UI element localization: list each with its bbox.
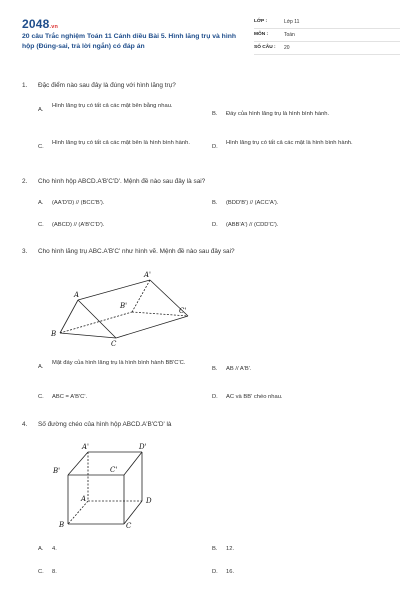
vertex-label-c: C <box>111 340 117 348</box>
question-text: Cho hình hộp ABCD.A'B'C'D'. Mệnh đề nào sau đây là sai? <box>38 178 206 185</box>
site-logo[interactable]: 2048.vn <box>22 17 59 31</box>
edge-ab <box>68 501 88 524</box>
vertex-label-c1: C' <box>179 307 187 315</box>
option-text: (BDD'B') // (ACC'A'). <box>226 200 279 206</box>
edge-ab <box>60 300 78 333</box>
question-text: Đặc điểm nào sau đây là đúng với hình lăng trụ? <box>38 82 176 89</box>
option-text: Đáy của hình lăng trụ là hình bình hành. <box>226 111 330 117</box>
option-letter: D. <box>212 394 218 400</box>
option-text: AC và BB' chéo nhau. <box>226 394 283 400</box>
option-letter: B. <box>212 546 218 552</box>
document-title: 20 câu Trắc nghiệm Toán 11 Cánh diều Bài 5. Hình lăng trụ và hình hộp (Đúng-sai, trả lời ngắn) có đáp án <box>22 33 237 50</box>
meta-row-count <box>254 42 400 55</box>
box-figure <box>46 440 166 534</box>
vertex-label-a: A <box>81 495 87 503</box>
vertex-label-a: A <box>74 291 80 299</box>
edge-d1c1 <box>124 452 142 475</box>
option-text: 4. <box>52 546 57 552</box>
option-letter: B. <box>212 200 218 206</box>
option-text: (ABCD) // (A'B'C'D'). <box>52 222 105 228</box>
meta-label: LỚP : <box>254 19 268 24</box>
option-text: (AA'D'D) // (BCC'B'). <box>52 200 105 206</box>
vertex-label-b: B <box>51 330 57 338</box>
option-text: 8. <box>52 569 57 575</box>
site-logo-tld: .vn <box>49 24 59 30</box>
question-number: 4. <box>22 421 28 428</box>
edge-cc1 <box>116 316 188 338</box>
meta-value: Toán <box>284 32 295 38</box>
option-text: 12. <box>226 546 235 552</box>
question-text: Số đường chéo của hình hộp ABCD.A'B'C'D' là <box>38 421 172 428</box>
option-text: AB // A'B'. <box>226 366 252 372</box>
meta-label: SỐ CÂU : <box>254 45 276 50</box>
question-text: Cho hình lăng trụ ABC.A'B'C' như hình vẽ. Mệnh đề nào sau đây sai? <box>38 248 235 255</box>
option-text: (ABB'A') // (CDD'C'). <box>226 222 279 228</box>
option-text: 16. <box>226 569 235 575</box>
option-letter: A. <box>38 107 44 113</box>
option-letter: D. <box>212 222 218 228</box>
vertex-label-d1: D' <box>139 443 147 451</box>
option-letter: C. <box>38 569 44 575</box>
meta-row-subject <box>254 29 400 42</box>
option-letter: D. <box>212 144 218 150</box>
vertex-label-d: D <box>146 497 152 505</box>
edge-aa1 <box>78 280 150 300</box>
edge-bb1 <box>60 312 132 333</box>
vertex-label-b1: B' <box>53 467 61 475</box>
edge-b1a1 <box>68 452 88 475</box>
question-number: 3. <box>22 248 28 255</box>
page-header <box>22 16 382 60</box>
option-letter: A. <box>38 200 44 206</box>
meta-row-grade <box>254 16 400 29</box>
question-number: 1. <box>22 82 28 89</box>
vertex-label-b: B <box>59 521 65 529</box>
edge-a1b1 <box>132 280 150 312</box>
option-letter: C. <box>38 394 44 400</box>
option-text: Hình lăng trụ có tất cả các mặt bên bằng nhau. <box>52 103 173 109</box>
vertex-label-c: C <box>126 522 132 530</box>
option-letter: A. <box>38 364 44 370</box>
edge-ca <box>78 300 116 338</box>
document-meta <box>254 16 400 55</box>
option-letter: B. <box>212 366 218 372</box>
option-letter: C. <box>38 222 44 228</box>
option-letter: A. <box>38 546 44 552</box>
option-text: Hình lăng trụ có tất cả các mặt bên là hình bình hành. <box>52 140 190 146</box>
option-text: ABC = A'B'C'. <box>52 394 88 400</box>
option-letter: B. <box>212 111 218 117</box>
meta-value: 20 <box>284 45 290 51</box>
option-letter: D. <box>212 569 218 575</box>
edge-bc <box>60 333 116 338</box>
question-number: 2. <box>22 178 28 185</box>
meta-value: Lớp 11 <box>284 19 300 25</box>
option-letter: C. <box>38 144 44 150</box>
vertex-label-c1: C' <box>110 466 118 474</box>
edge-cd <box>124 501 142 524</box>
vertex-label-b1: B' <box>120 302 128 310</box>
option-text: Mặt đáy của hình lăng trụ là hình bình hành BB'C'C. <box>52 360 186 366</box>
vertex-label-a1: A' <box>144 271 151 279</box>
option-text: Hình lăng trụ có tất cả các mặt là hình bình hành. <box>226 140 353 146</box>
meta-label: MÔN : <box>254 32 269 37</box>
prism-figure <box>46 268 196 348</box>
vertex-label-a1: A' <box>82 443 89 451</box>
